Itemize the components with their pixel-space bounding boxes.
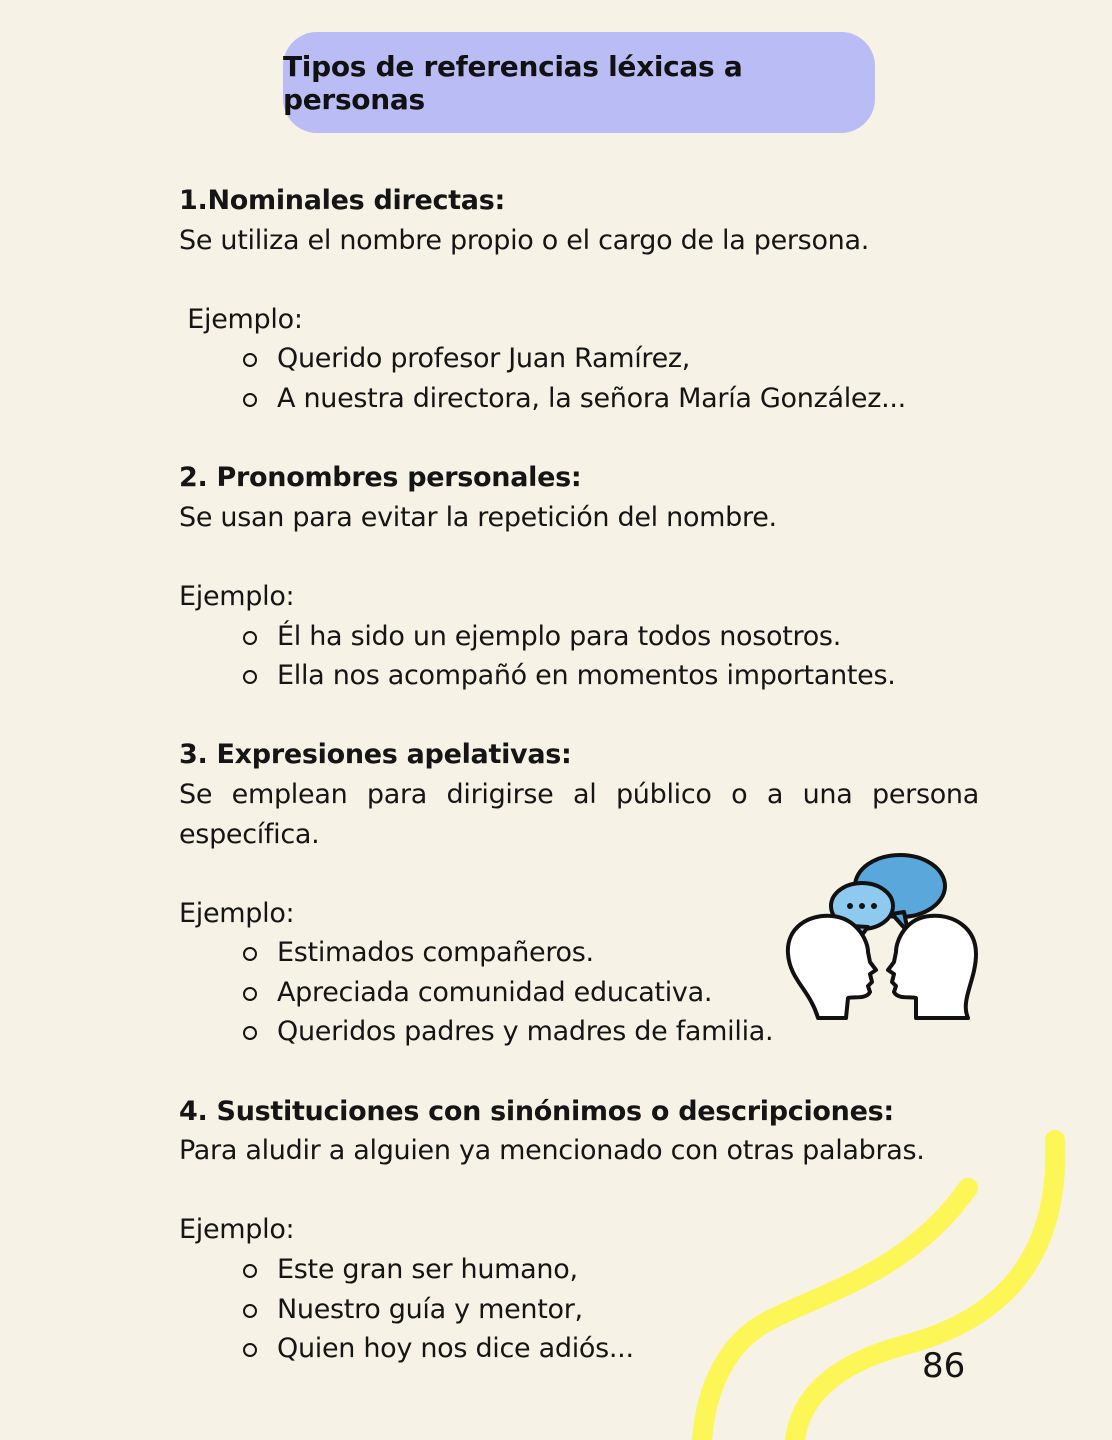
list-item: Él ha sido un ejemplo para todos nosotros. [277, 617, 979, 657]
section-heading: 4. Sustituciones con sinónimos o descripciones: [179, 1095, 894, 1127]
main-content [179, 181, 979, 1369]
example-list [179, 339, 979, 418]
example-label: Ejemplo: [179, 303, 303, 335]
list-item: Nuestro guía y mentor, [277, 1290, 979, 1330]
section-description: Se utiliza el nombre propio o el cargo de la persona. [179, 224, 870, 256]
list-item: Ella nos acompañó en momentos importantes. [277, 656, 979, 696]
list-item: Apreciada comunidad educativa. [277, 973, 979, 1013]
section-heading: 1.Nominales directas: [179, 185, 505, 216]
list-item: Querido profesor Juan Ramírez, [277, 339, 979, 379]
example-label: Ejemplo: [179, 1214, 295, 1246]
list-item: Este gran ser humano, [277, 1250, 979, 1290]
section-description: Para aludir a alguien ya mencionado con otras palabras. [179, 1135, 925, 1167]
title-banner [283, 32, 875, 133]
list-item: Queridos padres y madres de familia. [277, 1012, 979, 1052]
page-number: 86 [922, 1346, 966, 1386]
section-description: Se emplean para dirigirse al público o a una persona específica. [179, 778, 979, 850]
section-description: Se usan para evitar la repetición del nombre. [179, 501, 777, 533]
list-item: Quien hoy nos dice adiós... [277, 1329, 979, 1369]
example-label: Ejemplo: [179, 580, 295, 612]
example-label: Ejemplo: [179, 897, 295, 929]
list-item: A nuestra directora, la señora María González... [277, 379, 979, 419]
list-item: Estimados compañeros. [277, 933, 979, 973]
talking-heads-icon [780, 850, 985, 1025]
example-list [179, 617, 979, 696]
section-heading: 3. Expresiones apelativas: [179, 739, 572, 771]
section-heading: 2. Pronombres personales: [179, 462, 582, 494]
page-title: Tipos de referencias léxicas a personas [283, 49, 743, 116]
example-list [179, 1250, 979, 1369]
